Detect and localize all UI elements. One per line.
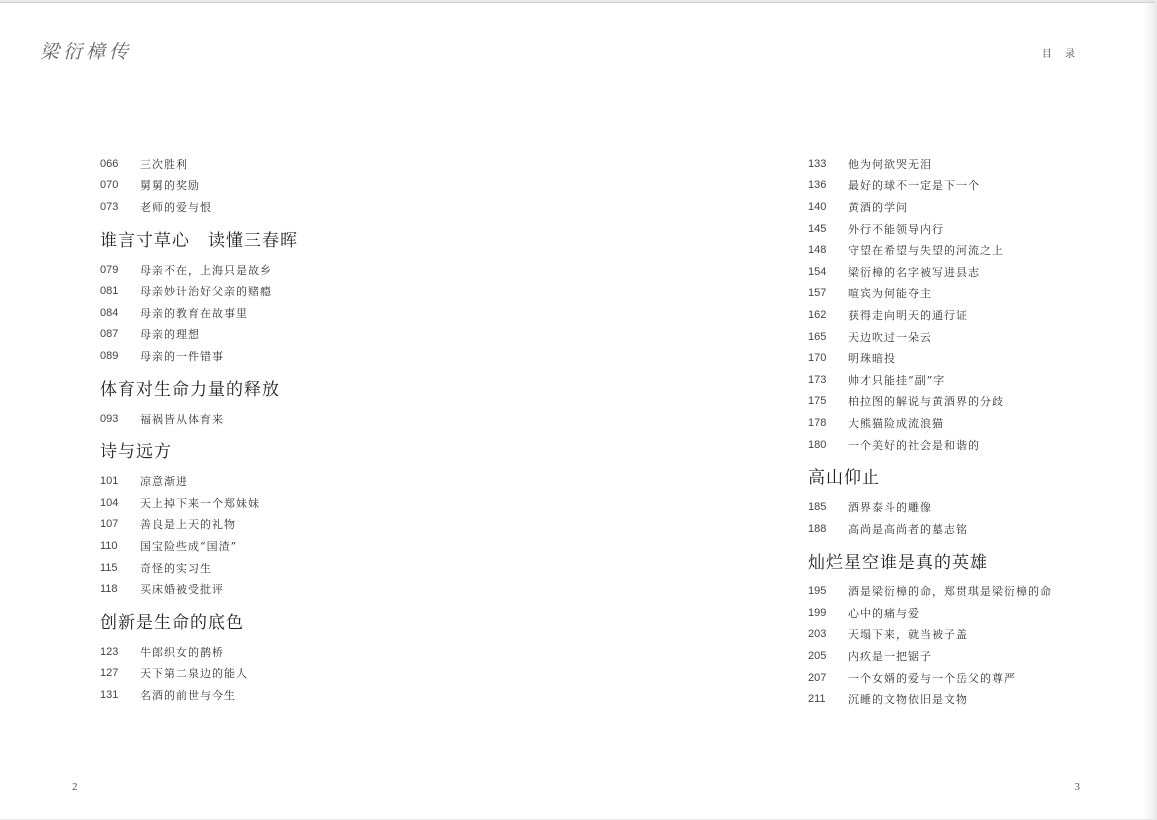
toc-page-number: 079 — [100, 263, 119, 276]
toc-chapter-title: 他为何欲哭无泪 — [848, 157, 932, 171]
toc-entry[interactable] — [100, 684, 298, 706]
toc-chapter-title: 舅舅的奖励 — [140, 179, 200, 193]
toc-chapter-title: 守望在希望与失望的河流之上 — [848, 244, 1004, 258]
section-heading: 体育对生命力量的释放 — [100, 379, 280, 400]
toc-entry[interactable] — [808, 667, 1052, 689]
toc-page-number: 199 — [808, 606, 827, 619]
toc-page-number: 101 — [100, 475, 119, 488]
toc-page-number: 136 — [808, 179, 827, 192]
toc-page-number: 154 — [808, 265, 827, 278]
toc-chapter-title: 天塌下来，就当被子盖 — [848, 628, 968, 642]
toc-page-number: 205 — [808, 650, 827, 663]
toc-chapter-title: 外行不能领导内行 — [848, 222, 944, 236]
toc-page-number: 070 — [100, 179, 119, 192]
toc-chapter-title: 内疚是一把锯子 — [848, 650, 932, 664]
toc-entry[interactable] — [808, 602, 1052, 624]
toc-entry[interactable] — [808, 581, 1052, 603]
toc-page-number: 173 — [808, 373, 827, 386]
toc-chapter-title: 一个美好的社会是和谐的 — [848, 438, 980, 452]
section-heading: 谁言寸草心 读懂三春晖 — [100, 230, 298, 251]
toc-chapter-title: 母亲的理想 — [140, 328, 200, 342]
toc-entry[interactable] — [808, 218, 1052, 240]
section-heading: 高山仰止 — [808, 468, 880, 489]
book-spread — [0, 2, 1155, 819]
toc-entry[interactable] — [100, 153, 298, 175]
toc-page-number: 140 — [808, 200, 827, 213]
toc-entry[interactable] — [808, 518, 1052, 540]
toc-entry[interactable] — [808, 645, 1052, 667]
toc-page-number: 131 — [100, 688, 119, 701]
toc-chapter-title: 黄酒的学问 — [848, 200, 908, 214]
toc-page-number: 175 — [808, 395, 827, 408]
running-head: 目 录 — [1041, 49, 1080, 60]
toc-entry[interactable] — [100, 324, 298, 346]
toc-entry[interactable] — [100, 557, 298, 579]
toc-chapter-title: 凉意渐进 — [140, 475, 188, 489]
toc-entry[interactable] — [808, 369, 1052, 391]
toc-page-number: 081 — [100, 285, 119, 298]
toc-page-number: 110 — [100, 539, 118, 552]
toc-page-number: 207 — [808, 671, 827, 684]
toc-chapter-title: 梁衍樟的名字被写进县志 — [848, 265, 980, 279]
toc-entry[interactable] — [100, 578, 298, 600]
toc-chapter-title: 明珠暗投 — [848, 352, 896, 366]
toc-entry[interactable] — [808, 496, 1052, 518]
toc-entry[interactable] — [808, 283, 1052, 305]
toc-entry[interactable] — [100, 470, 298, 492]
toc-chapter-title: 天边吹过一朵云 — [848, 330, 932, 344]
toc-page-number: 107 — [100, 518, 119, 531]
toc-page-number: 148 — [808, 244, 827, 257]
toc-chapter-title: 买床婚被受批评 — [140, 583, 224, 597]
left-page — [0, 3, 578, 819]
toc-chapter-title: 心中的痛与爱 — [848, 606, 920, 620]
toc-page-number: 115 — [100, 561, 118, 574]
toc-right — [808, 153, 1052, 710]
toc-entry[interactable] — [100, 259, 298, 281]
toc-entry[interactable] — [100, 641, 298, 663]
toc-entry[interactable] — [100, 663, 298, 685]
toc-page-number: 066 — [100, 157, 119, 170]
toc-entry[interactable] — [808, 624, 1052, 646]
toc-chapter-title: 母亲的一件错事 — [140, 349, 224, 363]
toc-entry[interactable] — [808, 261, 1052, 283]
toc-entry[interactable] — [100, 535, 298, 557]
toc-page-number: 133 — [808, 157, 827, 170]
page-number-right: 3 — [1074, 781, 1080, 793]
section-heading: 创新是生命的底色 — [100, 612, 244, 633]
toc-chapter-title: 喧宾为何能夺主 — [848, 287, 932, 301]
toc-chapter-title: 母亲妙计治好父亲的赌瘾 — [140, 285, 272, 299]
toc-chapter-title: 善良是上天的礼物 — [140, 518, 236, 532]
toc-chapter-title: 高尚是高尚者的墓志铭 — [848, 522, 968, 536]
toc-chapter-title: 奇怪的实习生 — [140, 561, 212, 575]
toc-entry[interactable] — [100, 302, 298, 324]
toc-page-number: 145 — [808, 222, 827, 235]
toc-page-number: 170 — [808, 352, 827, 365]
toc-chapter-title: 酒界泰斗的雕像 — [848, 501, 932, 515]
toc-chapter-title: 天上掉下来一个郑妹妹 — [140, 496, 260, 510]
toc-page-number: 178 — [808, 416, 827, 429]
book-title: 梁衍樟传 — [40, 41, 133, 63]
toc-entry[interactable] — [808, 391, 1052, 413]
right-page — [578, 3, 1155, 819]
toc-page-number: 188 — [808, 522, 827, 535]
toc-chapter-title: 获得走向明天的通行证 — [848, 308, 968, 322]
toc-entry[interactable] — [808, 412, 1052, 434]
toc-page-number: 073 — [100, 200, 119, 213]
toc-entry[interactable] — [100, 175, 298, 197]
toc-page-number: 123 — [100, 645, 119, 658]
toc-chapter-title: 一个女婿的爱与一个岳父的尊严 — [848, 671, 1016, 685]
toc-page-number: 093 — [100, 412, 119, 425]
toc-entry[interactable] — [808, 153, 1052, 175]
toc-page-number: 180 — [808, 438, 827, 451]
toc-chapter-title: 帅才只能挂“副”字 — [848, 373, 946, 387]
toc-entry[interactable] — [808, 688, 1052, 710]
toc-chapter-title: 名酒的前世与今生 — [140, 688, 236, 702]
section-heading: 诗与远方 — [100, 442, 172, 463]
toc-page-number: 162 — [808, 308, 827, 321]
toc-page-number: 084 — [100, 306, 119, 319]
toc-chapter-title: 大熊猫险成流浪猫 — [848, 416, 944, 430]
toc-entry[interactable] — [808, 196, 1052, 218]
toc-chapter-title: 最好的球不一定是下一个 — [848, 179, 980, 193]
toc-chapter-title: 老师的爱与恨 — [140, 200, 212, 214]
toc-entry[interactable] — [100, 196, 298, 218]
toc-entry[interactable] — [100, 408, 298, 430]
toc-chapter-title: 母亲不在，上海只是故乡 — [140, 263, 272, 277]
toc-entry[interactable] — [100, 280, 298, 302]
toc-page-number: 127 — [100, 667, 119, 680]
toc-entry[interactable] — [808, 326, 1052, 348]
toc-chapter-title: 国宝险些成“国渣” — [140, 539, 238, 553]
toc-page-number: 211 — [808, 693, 826, 706]
section-heading: 灿烂星空谁是真的英雄 — [808, 552, 988, 573]
toc-chapter-title: 柏拉图的解说与黄酒界的分歧 — [848, 395, 1004, 409]
toc-entry[interactable] — [808, 434, 1052, 456]
toc-chapter-title: 福祸皆从体育来 — [140, 412, 224, 426]
toc-left — [100, 153, 298, 706]
toc-page-number: 157 — [808, 287, 827, 300]
page-number-left: 2 — [72, 781, 78, 793]
toc-chapter-title: 沉睡的文物依旧是文物 — [848, 693, 968, 707]
toc-chapter-title: 天下第二泉边的能人 — [140, 667, 248, 681]
toc-chapter-title: 三次胜利 — [140, 157, 188, 171]
toc-page-number: 089 — [100, 349, 119, 362]
toc-entry[interactable] — [808, 239, 1052, 261]
toc-chapter-title: 母亲的教育在故事里 — [140, 306, 248, 320]
toc-entry[interactable] — [808, 347, 1052, 369]
toc-entry[interactable] — [808, 175, 1052, 197]
page-edge-shadow — [1143, 3, 1155, 819]
toc-page-number: 165 — [808, 330, 827, 343]
toc-page-number: 087 — [100, 328, 119, 341]
toc-page-number: 118 — [100, 583, 118, 596]
toc-page-number: 104 — [100, 496, 119, 509]
toc-entry[interactable] — [808, 304, 1052, 326]
toc-page-number: 203 — [808, 628, 827, 641]
toc-page-number: 195 — [808, 585, 827, 598]
toc-chapter-title: 酒是梁衍樟的命，郑贯琪是梁衍樟的命 — [848, 585, 1052, 599]
toc-entry[interactable] — [100, 345, 298, 367]
toc-entry[interactable] — [100, 492, 298, 514]
toc-entry[interactable] — [100, 514, 298, 536]
toc-page-number: 185 — [808, 501, 827, 514]
toc-chapter-title: 牛郎织女的鹊桥 — [140, 645, 224, 659]
